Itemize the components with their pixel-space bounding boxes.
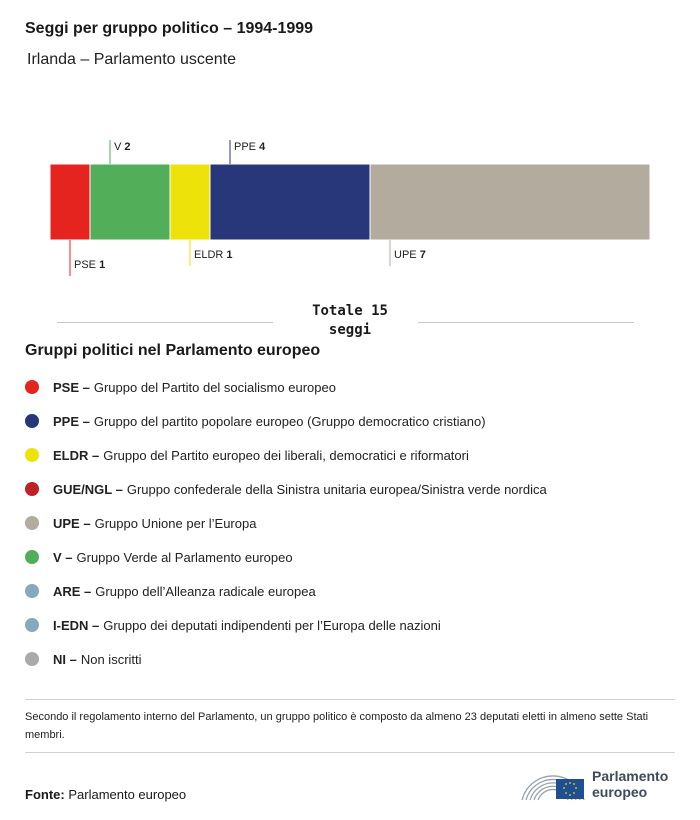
legend-code: GUE/NGL – [53,481,123,497]
legend-list [25,370,685,676]
bar-segment-ppe [210,164,370,240]
data-label-eldr: ELDR 1 [194,249,233,261]
bar-segment-pse [50,164,90,240]
data-label-pse: PSE 1 [74,259,106,271]
source-text: Parlamento europeo [68,787,187,802]
logo-wordmark [592,768,668,800]
legend-swatch [25,652,39,666]
legend-item [25,574,685,608]
legend-swatch [25,448,39,462]
total-rule-left [57,322,273,323]
legend-swatch [25,414,39,428]
legend-item [25,608,685,642]
legend-text: Gruppo Verde al Parlamento europeo [76,549,293,565]
bar-segment-eldr [170,164,210,240]
legend-swatch [25,550,39,564]
legend-item [25,404,685,438]
total-rule-right [418,322,634,323]
chart-subtitle: Irlanda – Parlamento uscente [27,51,237,68]
legend-item [25,370,685,404]
legend-swatch [25,618,39,632]
legend-code: ELDR – [53,447,100,463]
source-label: Fonte: [25,787,65,802]
legend-swatch [25,482,39,496]
legend-swatch [25,584,39,598]
legend-text: Gruppo del Partito europeo dei liberali, democratici e riformatori [103,447,469,463]
data-label-upe: UPE 7 [394,249,426,261]
stacked-seat-bar-chart [0,120,700,290]
legend-text: Gruppo del Partito del socialismo europeo [93,379,336,395]
source-line [25,787,186,802]
legend-code: NI – [53,651,77,667]
legend-code: ARE – [53,583,92,599]
legend-title: Gruppi politici nel Parlamento europeo [25,342,321,359]
legend-swatch [25,380,39,394]
legend-code: PSE – [53,379,90,395]
legend-item [25,540,685,574]
legend-code: PPE – [53,413,90,429]
data-label-ppe: PPE 4 [234,141,266,153]
legend-text: Gruppo Unione per l’Europa [94,515,257,531]
european-parliament-hemicycle-icon [520,762,586,802]
legend-text: Gruppo confederale della Sinistra unitaria europea/Sinistra verde nordica [126,481,547,497]
note-rule-top [25,699,675,700]
legend-swatch [25,516,39,530]
legend-code: V – [53,549,73,565]
chart-title: Seggi per gruppo politico – 1994-1999 [25,20,314,37]
legend-code: UPE – [53,515,91,531]
legend-text: Non iscritti [80,651,142,667]
legend-item [25,506,685,540]
bar-segment-v [90,164,170,240]
total-seats-line2: seggi [328,322,372,338]
legend-code: I-EDN – [53,617,100,633]
logo-line2: europeo [592,784,648,800]
footnote: Secondo il regolamento interno del Parlamento, un gruppo politico è composto da almeno 23 deputati eletti in almeno sette Stati membri. [25,711,649,741]
bar-segment-upe [370,164,650,240]
note-rule-bottom [25,752,675,753]
legend-item [25,642,685,676]
legend-item [25,472,685,506]
data-label-v: V 2 [114,141,131,153]
parliament-logo [520,760,690,804]
logo-line1: Parlamento [592,768,669,784]
legend-item [25,438,685,472]
total-seats-label [280,302,420,340]
legend-text: Gruppo dei deputati indipendenti per l’Europa delle nazioni [103,617,441,633]
total-seats-line1: Totale 15 [312,303,388,319]
legend-text: Gruppo del partito popolare europeo (Gruppo democratico cristiano) [93,413,486,429]
legend-text: Gruppo dell’Alleanza radicale europea [95,583,316,599]
